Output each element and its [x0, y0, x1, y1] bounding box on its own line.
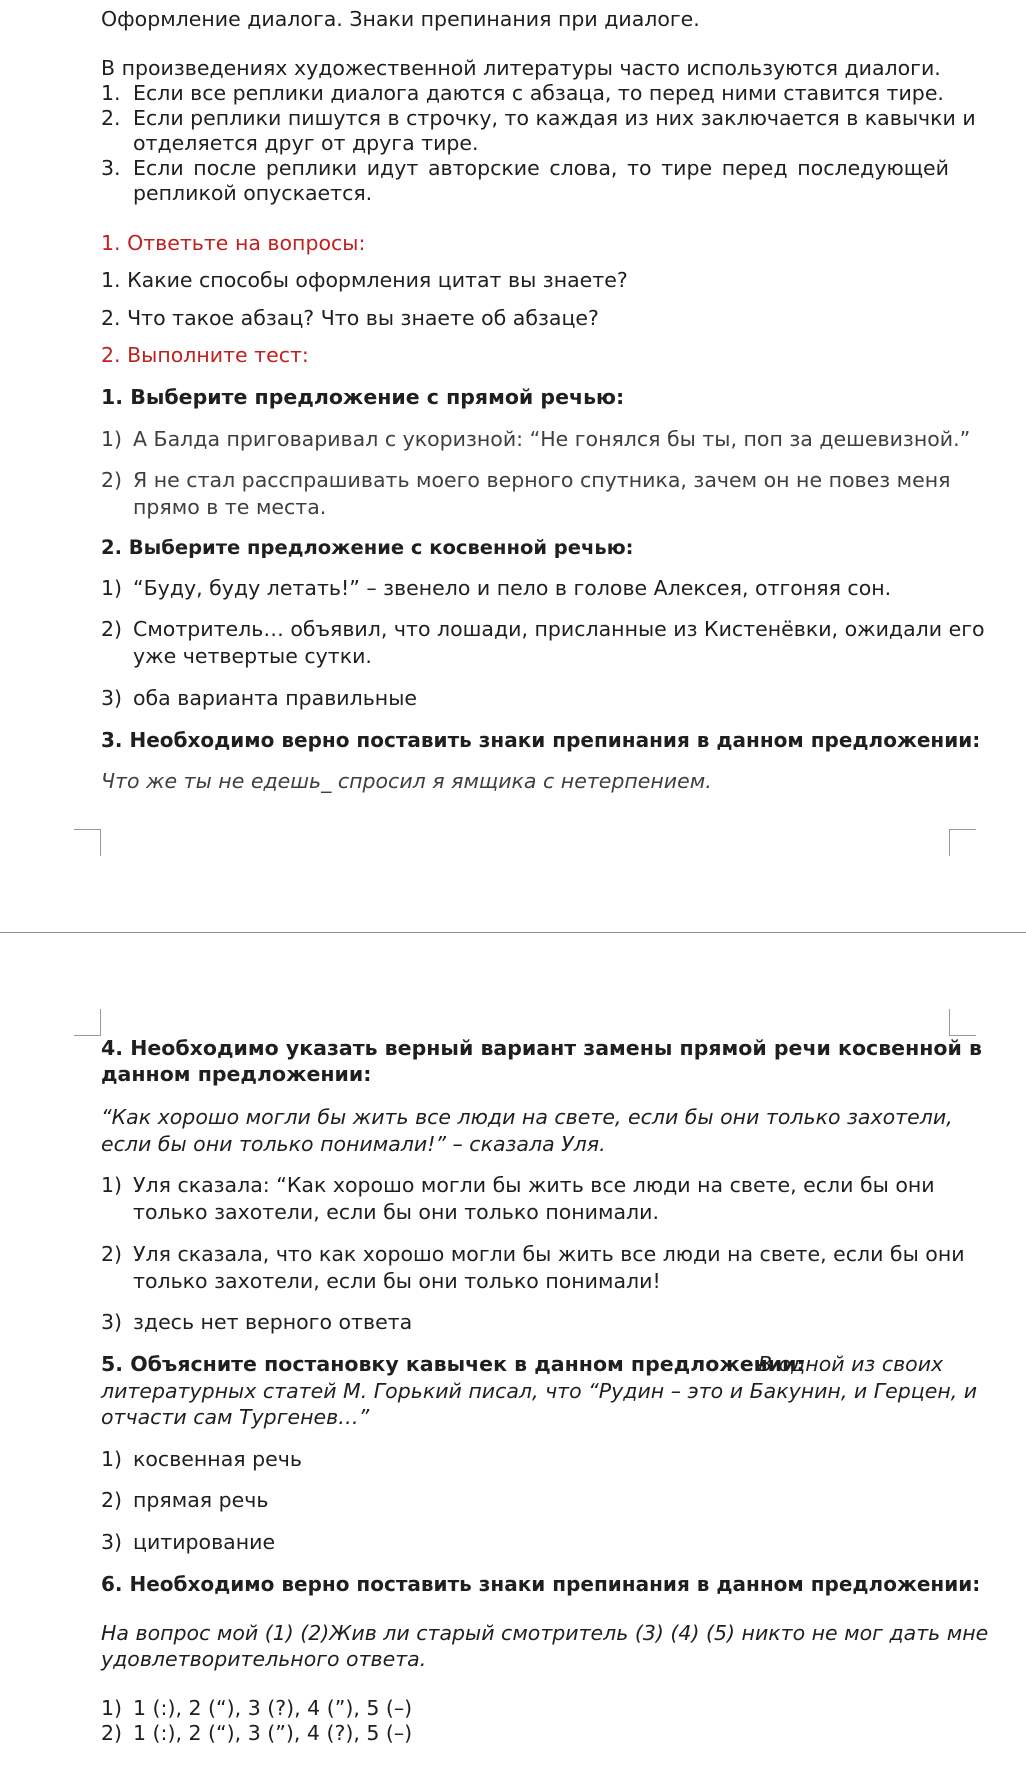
- option-text: цитирование: [133, 1530, 276, 1554]
- question-2-heading: 2. Выберите предложение с косвенной речью:: [101, 536, 634, 559]
- rule-text: Если после реплики идут авторские слова, то тире перед последующей: [133, 156, 949, 180]
- question-3-sentence: Что же ты не едешь_ спросил я ямщика с нетерпением.: [101, 769, 712, 793]
- rule-text: отделяется друг от друга тире.: [133, 131, 479, 155]
- question-3-heading: 3. Необходимо верно поставить знаки препинания в данном предложении:: [101, 728, 981, 752]
- option-text: “Буду, буду летать!” – звенело и пело в голове Алексея, отгоняя сон.: [133, 576, 892, 600]
- option-number: 2): [101, 1242, 123, 1266]
- rule-text: Если все реплики диалога даются с абзаца, то перед ними ставится тире.: [133, 81, 944, 105]
- option-number: 2): [101, 468, 123, 492]
- option-text: уже четвертые сутки.: [133, 644, 372, 668]
- question-5-sentence: отчасти сам Тургенев…”: [101, 1405, 370, 1429]
- rule-number: 3.: [101, 156, 121, 180]
- rule-number: 1.: [101, 81, 121, 105]
- option-number: 1): [101, 1696, 123, 1720]
- question-5-heading: 5. Объясните постановку кавычек в данном предложении:: [101, 1352, 805, 1376]
- option-number: 2): [101, 1721, 123, 1745]
- option-text: Уля сказала: “Как хорошо могли бы жить все люди на свете, если бы они: [133, 1173, 935, 1197]
- question-4-quote: “Как хорошо могли бы жить все люди на свете, если бы они только захотели,: [101, 1105, 953, 1129]
- question-6-heading: 6. Необходимо верно поставить знаки препинания в данном предложении:: [101, 1572, 981, 1596]
- question-4-heading: данном предложении:: [101, 1062, 372, 1086]
- option-text: здесь нет верного ответа: [133, 1310, 413, 1334]
- option-text: только захотели, если бы они только понимали.: [133, 1200, 659, 1224]
- option-number: 1): [101, 1173, 123, 1197]
- option-text: Я не стал расспрашивать моего верного спутника, зачем он не повез меня: [133, 468, 951, 492]
- option-number: 3): [101, 686, 123, 710]
- option-number: 1): [101, 576, 123, 600]
- section-heading-questions: 1. Ответьте на вопросы:: [101, 231, 366, 255]
- page-corner-mark: [74, 829, 101, 856]
- option-text: оба варианта правильные: [133, 686, 417, 710]
- page-corner-mark: [949, 829, 976, 856]
- option-number: 2): [101, 617, 123, 641]
- option-text: 1 (:), 2 (“), 3 (”), 4 (?), 5 (–): [133, 1721, 413, 1745]
- option-number: 1): [101, 427, 123, 451]
- rule-text: Если реплики пишутся в строчку, то каждая из них заключается в кавычки и: [133, 106, 976, 130]
- question-1-heading: 1. Выберите предложение с прямой речью:: [101, 385, 625, 409]
- question-6-sentence: удовлетворительного ответа.: [101, 1647, 427, 1671]
- option-text: только захотели, если бы они только понимали!: [133, 1269, 661, 1293]
- option-text: прямо в те места.: [133, 495, 327, 519]
- page-corner-mark: [949, 1009, 976, 1036]
- option-text: косвенная речь: [133, 1447, 302, 1471]
- option-text: Уля сказала, что как хорошо могли бы жить все люди на свете, если бы они: [133, 1242, 965, 1266]
- page-corner-mark: [74, 1009, 101, 1036]
- intro-text: В произведениях художественной литературы часто используются диалоги.: [101, 56, 941, 80]
- section-heading-test: 2. Выполните тест:: [101, 343, 309, 367]
- rule-text: репликой опускается.: [133, 181, 373, 205]
- question-6-sentence: На вопрос мой (1) (2)Жив ли старый смотритель (3) (4) (5) никто не мог дать мне: [101, 1621, 989, 1645]
- question-5-sentence: литературных статей М. Горький писал, что “Рудин – это и Бакунин, и Герцен, и: [101, 1379, 978, 1403]
- option-text: А Балда приговаривал с укоризной: “Не гонялся бы ты, поп за дешевизной.”: [133, 427, 971, 451]
- option-number: 2): [101, 1488, 123, 1512]
- rule-number: 2.: [101, 106, 121, 130]
- option-text: Смотритель… объявил, что лошади, присланные из Кистенёвки, ожидали его: [133, 617, 985, 641]
- question-item: 2. Что такое абзац? Что вы знаете об абзаце?: [101, 306, 599, 330]
- question-5-sentence: В одной из своих: [758, 1352, 944, 1376]
- page-title: Оформление диалога. Знаки препинания при диалоге.: [101, 7, 700, 31]
- option-number: 1): [101, 1447, 123, 1471]
- question-4-quote: если бы они только понимали!” – сказала Уля.: [101, 1132, 606, 1156]
- option-number: 3): [101, 1530, 123, 1554]
- question-4-heading: 4. Необходимо указать верный вариант замены прямой речи косвенной в: [101, 1036, 982, 1060]
- option-text: 1 (:), 2 (“), 3 (?), 4 (”), 5 (–): [133, 1696, 413, 1720]
- option-number: 3): [101, 1310, 123, 1334]
- option-text: прямая речь: [133, 1488, 269, 1512]
- question-item: 1. Какие способы оформления цитат вы знаете?: [101, 268, 628, 292]
- page-separator: [0, 932, 1026, 933]
